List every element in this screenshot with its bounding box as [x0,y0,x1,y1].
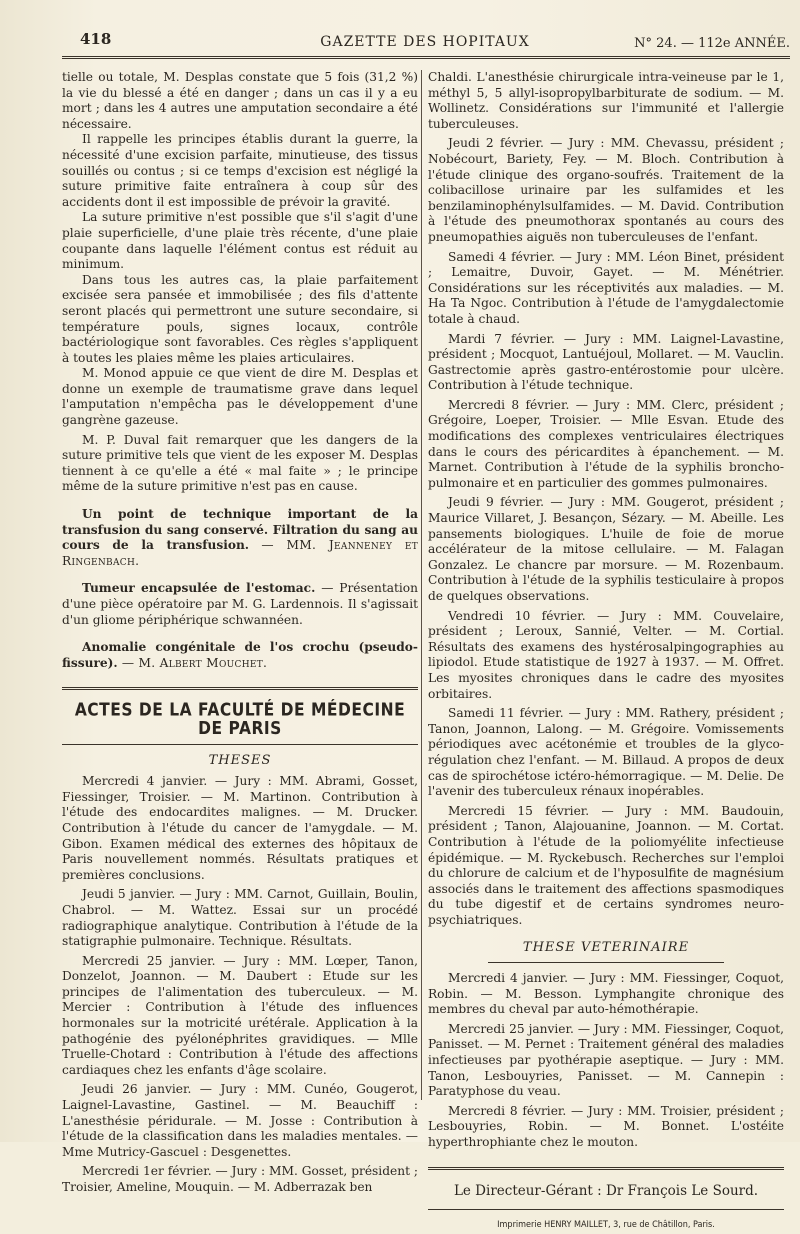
column-separator [421,70,422,1100]
printer-line: Imprimerie HENRY MAILLET, 3, rue de Châtillon, Paris. [497,1220,715,1231]
paragraph: M. P. Duval fait remarquer que les dangers de la suture primitive tels que vient de les exposer M. Desplas tiennent à ce qu'elle a été « mal faite » ; le principe même de la suture primitive n'est pas en cause. [62,432,418,494]
footer-rule [428,1209,784,1210]
thesis-entry: Mercredi 4 janvier. — Jury : MM. Abrami, Gosset, Fiessinger, Troisier. — M. Martinon. Contribution à l'étude des endocardites malignes. — M. Drucker. Contribution à l'étude du cancer de l'amygdale. — M. Gibon. Examen médical des externes des hôpitaux de Paris nouvellement nommés. Résultats pratiques et premières conclusions. [62,774,418,882]
footer-rule [428,1167,784,1170]
thesis-entry: Samedi 11 février. — Jury : MM. Rathery, président ; Tanon, Joannon, Lalong. — M. Grégoire. Vomissements périodiques avec acétonémie et troubles de la glyco-régulation chez l'enfant. — M. Billaud. A propos de deux cas de spirochétose ictéro-hémorragique. — M. Delie. De l'avenir des tuberculeux rénaux inopérables. [428,706,784,799]
thesis-entry: Mercredi 25 janvier. — Jury : MM. Fiessinger, Coquot, Panisset. — M. Pernet : Traitement général des maladies infectieuses par pyothérapie aseptique. — Jury : MM. Tanon, Lesbouyries, Panisset. — M. Cannepin : Paratyphose du veau. [428,1021,784,1099]
article-title: Tumeur encapsulée de l'estomac. [82,581,316,596]
paragraph: La suture primitive n'est possible que s'il s'agit d'une plaie superficielle, d'une plaie très récente, d'une plaie coupante dans laquelle l'élément contus est réduit au minimum. [62,210,418,272]
paragraph: Il rappelle les principes établis durant la guerre, la nécessité d'une excision parfaite, minutieuse, des tissus souillés ou contus ; si ce temps d'excision est négligé la suture primitive faite entraînera à coup sûr des accidents dont il est impossible de prévoir la gravité. [62,132,418,209]
article-authors: — MM. Jeanneney et Ringenbach. [62,538,418,568]
paragraph: tielle ou totale, M. Desplas constate que 5 fois (31,2 %) la vie du blessé a été en danger ; dans un cas il y a eu mort ; dans les 4 autres une amputation secondaire a été nécessaire. [62,70,418,131]
thesis-entry: Mercredi 15 février. — Jury : MM. Baudouin, président ; Tanon, Alajouanine, Joannon. — M. Cortat. Contribution à l'étude de la poliomyélite infectieuse épidémique. — M. Ryckebusch. Recherches sur l'emploi du chlorure de calcium et de l'hyposulfite de magnésium associés dans le traitement des affections spasmodiques du tube digestif et de certains syndromes neuro-psychiatriques. [428,803,784,927]
journal-title: GAZETTE DES HOPITAUX [320,34,530,50]
subsection-title: THESE VETERINAIRE [522,940,690,956]
left-column [62,70,418,1194]
article-title: Un point de technique important de la transfusion du sang conservé. Filtration du sang au cours de la transfusion. [62,507,418,553]
thesis-entry: Samedi 4 février. — Jury : MM. Léon Binet, président ; Lemaitre, Duvoir, Gayet. — M. Ménétrier. Considérations sur les réceptivités aux maladies. — M. Ha Ta Ngoc. Contribution à l'étude de l'amygdalectomie totale à chaud. [428,249,784,326]
thesis-entry: Vendredi 10 février. — Jury : MM. Couvelaire, président ; Leroux, Sannié, Velter. — M. Cortial. Résultats des examens des hystérosalpingographies au lipiodol. Etude statistique de 1927 à 1937. — M. Offret. Les myosites chroniques dans le cadre des myosites orbitaires. [428,608,784,701]
article-entry [62,581,418,628]
subsection-rule [488,962,724,963]
issue-number: N° 24. — 112e ANNÉE. [634,36,790,51]
article-text: — Présentation d'une pièce opératoire par M. G. Lardennois. Il s'agissait d'un gliome périphérique schwannéen. [62,581,418,627]
thesis-entry: Mercredi 4 janvier. — Jury : MM. Fiessinger, Coquot, Robin. — M. Besson. Lymphangite chronique des membres du cheval par auto-hémothérapie. [428,971,784,1017]
thesis-entry: Mercredi 8 février. — Jury : MM. Clerc, président ; Grégoire, Loeper, Troisier. — Mlle Esvan. Etude des modifications des complexes ventriculaires électriques dans le cours des péricardites à épanchement. — M. Marnet. Contribution à l'étude de la syphilis broncho-pulmonaire et en particulier des gommes pulmonaires. [428,397,784,490]
section-title: ACTES DE LA FACULTÉ DE MÉDECINE DE PARIS [74,699,406,739]
thesis-entry: Chaldi. L'anesthésie chirurgicale intra-veineuse par le 1, méthyl 5, 5 allyl-isopropylbarbiturate de sodium. — M. Wollinetz. Considérations sur l'immunité et l'allergie tuberculeuses. [428,70,784,131]
article-entry [62,507,418,569]
page-number: 418 [80,30,112,48]
section-rule [62,744,418,745]
subsection-title: THESES [208,752,272,768]
paragraph: Dans tous les autres cas, la plaie parfaitement excisée sera pansée et immobilisée ; des fils d'attente seront placés qui permettront une suture secondaire, si température pouls, signes locaux, contrôle bactériologique sont favorables. Ces règles s'appliquent à toutes les plaies même les plaies articulaires. [62,272,418,365]
paragraph: M. Monod appuie ce que vient de dire M. Desplas et donne un exemple de traumatisme grave dans lequel l'amputation n'empêcha pas le développement d'une gangrène gazeuse. [62,366,418,428]
article-entry [62,640,418,671]
thesis-entry: Jeudi 26 janvier. — Jury : MM. Cunéo, Gougerot, Laignel-Lavastine, Gastinel. — M. Beauchiff : L'anesthésie péridurale. — M. Josse : Contribution à l'étude de la classification dans les maladies mentales. — Mme Mutricy-Gascuel : Desgenettes. [62,1082,418,1159]
section-rule [62,687,418,690]
thesis-entry: Jeudi 2 février. — Jury : MM. Chevassu, président ; Nobécourt, Bariety, Fey. — M. Bloch. Contribution à l'étude clinique des organo-soufrés. Traitement de la colibacillose urinaire par les sulfamides et les benzilaminophénylsulfamides. — M. David. Contribution à l'étude des pneumothorax spontanés au cours des pneumopathies aiguës non tuberculeuses de l'enfant. [428,136,784,244]
thesis-entry: Mercredi 25 janvier. — Jury : MM. Lœper, Tanon, Donzelot, Joannon. — M. Daubert : Etude sur les principes de l'alimentation des tuberculeux. — M. Mercier : Contribution à l'étude des influences hormonales sur la motricité urétérale. Application à la pathogénie des pyélonéphrites gravidiques. — Mlle Truelle-Chotard : Contribution à l'étude des affections cardiaques chez les enfants d'âge scolaire. [62,953,418,1077]
thesis-entry: Jeudi 9 février. — Jury : MM. Gougerot, président ; Maurice Villaret, J. Besançon, Sézary. — M. Abeille. Les pansements biologiques. L'huile de foie de morue accélérateur de la mitose cellulaire. — M. Falagan Gonzalez. Le chancre par morsure. — M. Rozenbaum. Contribution à l'étude de la syphilis testiculaire à propos de quelques observations. [428,495,784,603]
thesis-entry: Mardi 7 février. — Jury : MM. Laignel-Lavastine, président ; Mocquot, Lantuéjoul, Mollaret. — M. Vauclin. Gastrectomie après gastro-entérostomie pour ulcère. Contribution à l'étude technique. [428,331,784,393]
article-text: — M. Albert Mouchet. [117,655,268,670]
thesis-entry: Mercredi 8 février. — Jury : MM. Troisier, président ; Lesbouyries, Robin. — M. Bonnet. L'ostéite hyperthrophiante chez le mouton. [428,1103,784,1149]
article-title: Anomalie congénitale de l'os crochu (pseudo-fissure). [62,640,418,670]
thesis-entry: Jeudi 5 janvier. — Jury : MM. Carnot, Guillain, Boulin, Chabrol. — M. Wattez. Essai sur un procédé radiographique analytique. Contribution à l'étude de la statigraphie pulmonaire. Technique. Résultats. [62,887,418,949]
right-column [428,70,784,1231]
header-rule [62,56,790,59]
director-line: Le Directeur-Gérant : Dr François Le Sourd. [453,1182,759,1199]
thesis-entry: Mercredi 1er février. — Jury : MM. Gosset, président ; Troisier, Ameline, Mouquin. — M. Adberrazak ben [62,1164,418,1194]
